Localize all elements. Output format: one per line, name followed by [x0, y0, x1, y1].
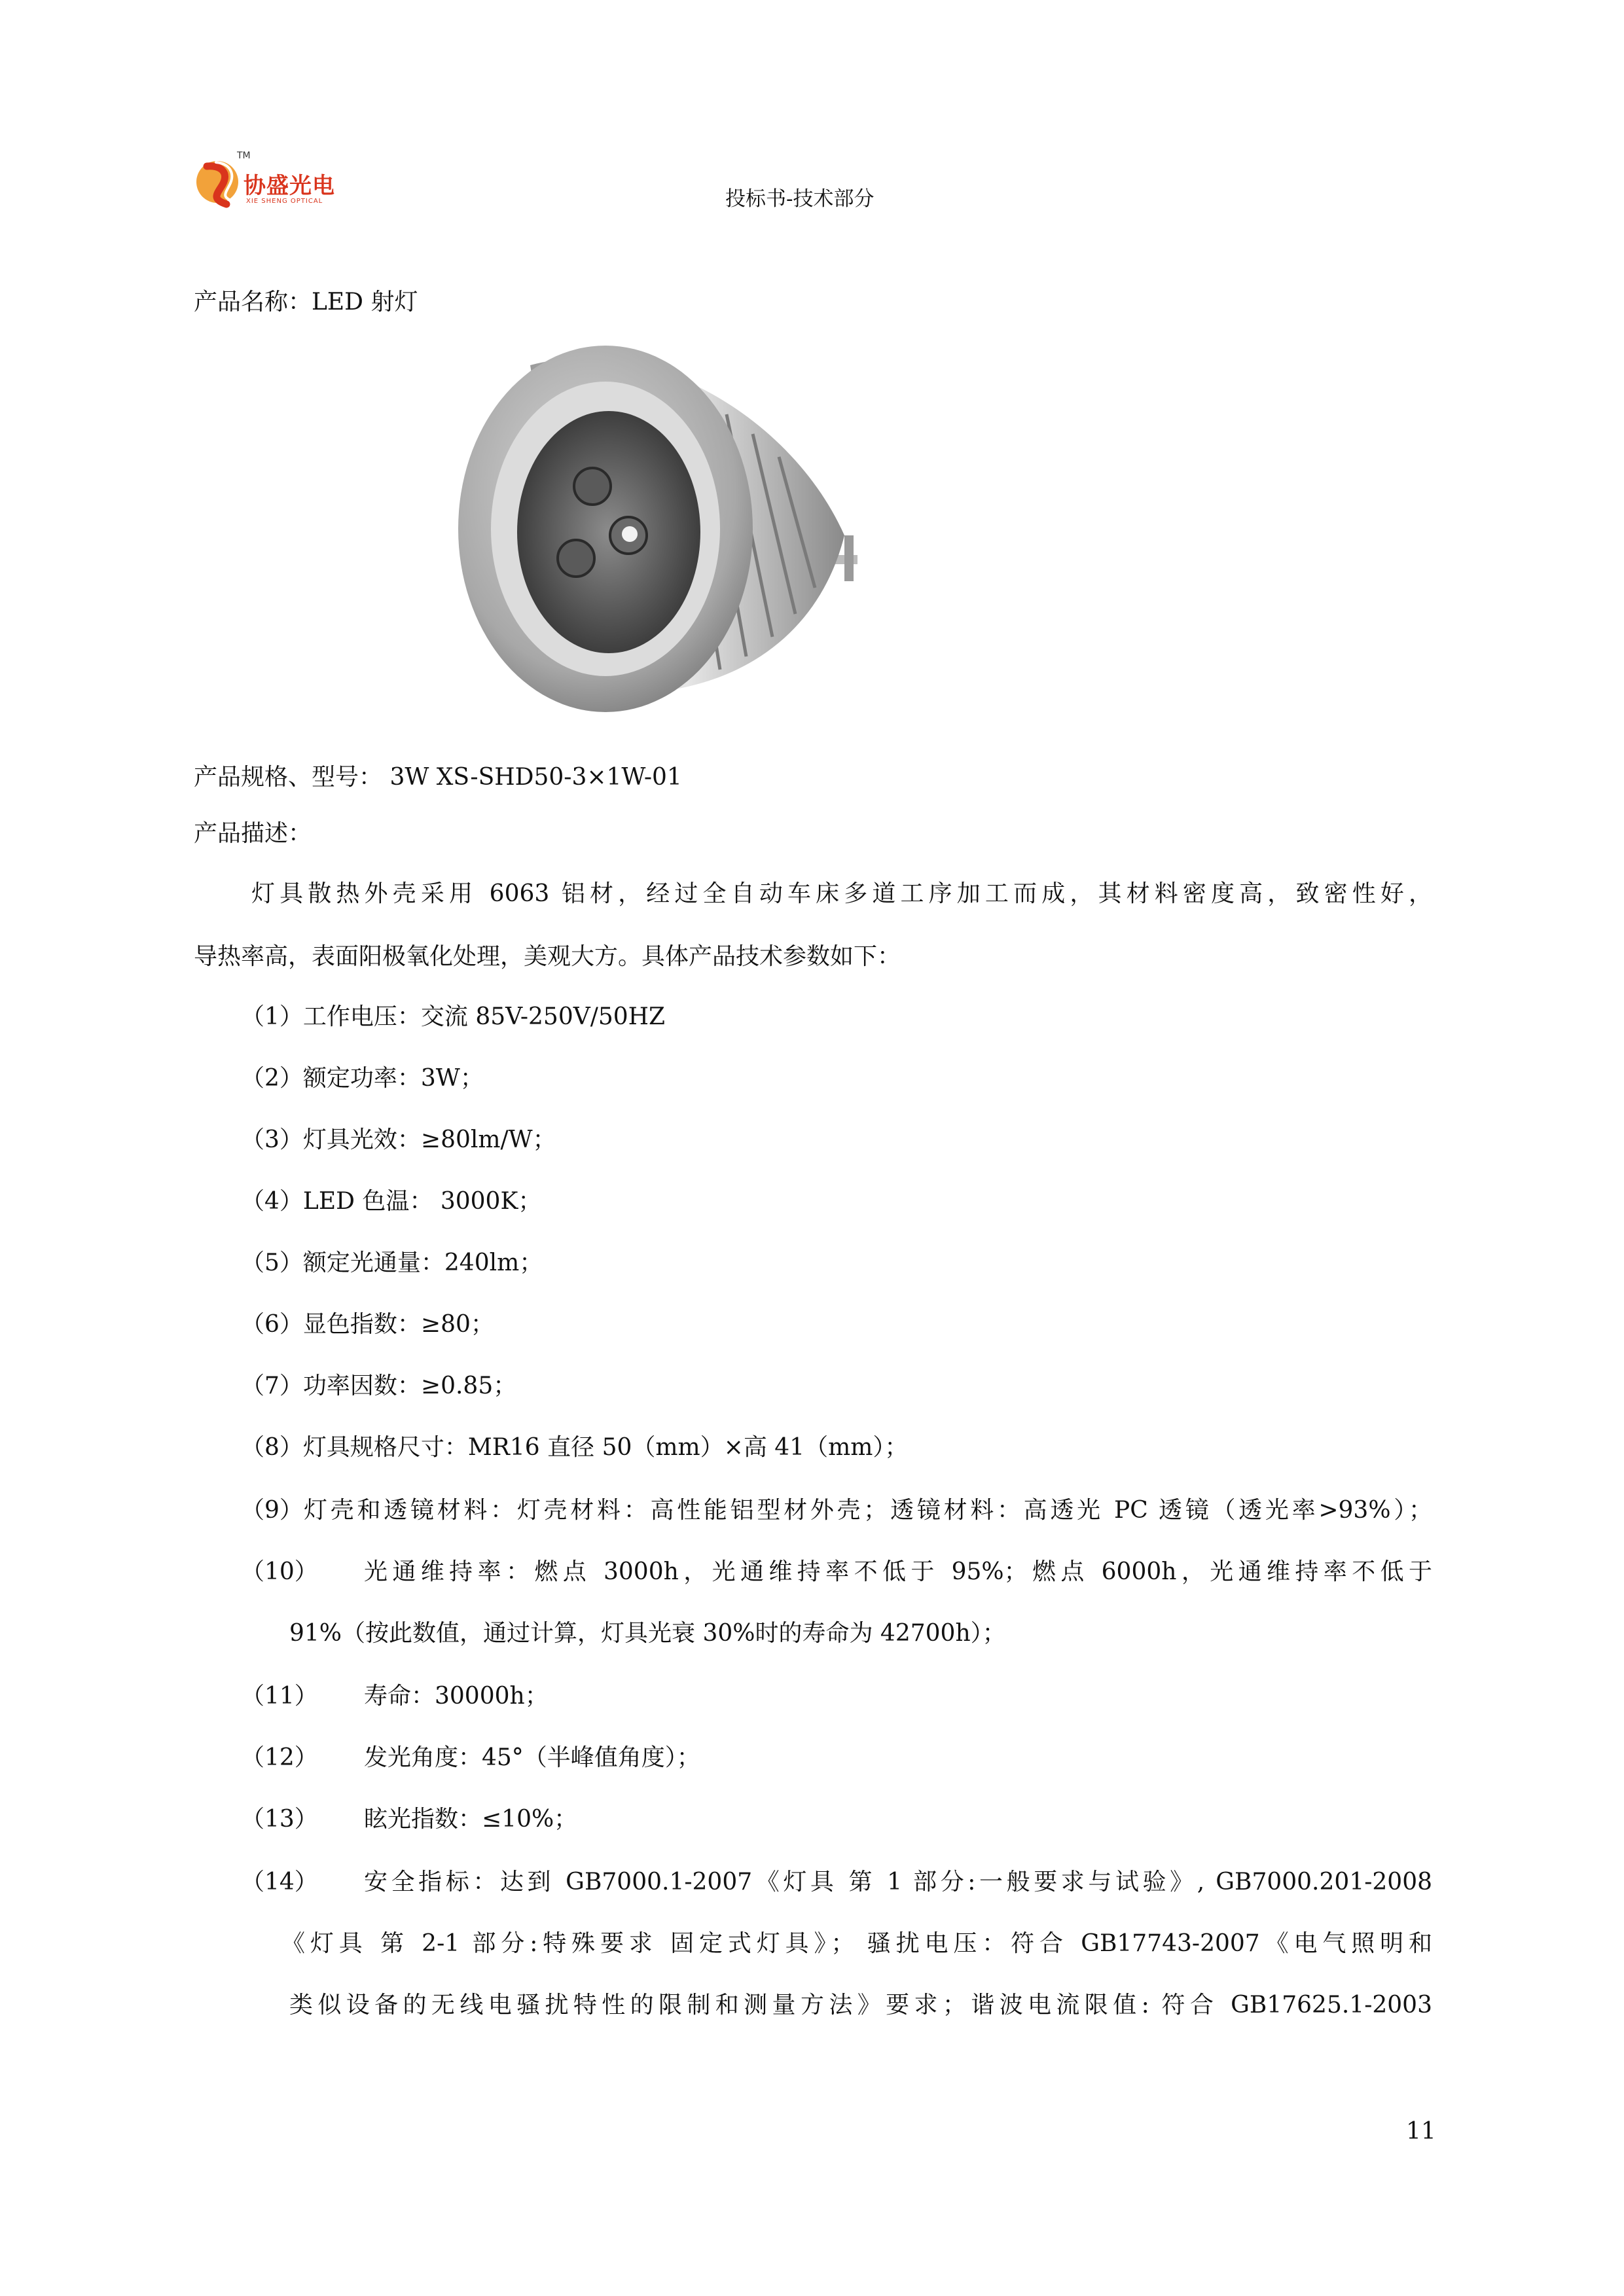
list-item	[241, 1128, 556, 1152]
list-item	[241, 1313, 494, 1336]
intro-line-2: 导热率高，表面阳极氧化处理，美观大方。具体产品技术参数如下：	[194, 943, 901, 970]
description-label: 产品描述：	[194, 820, 312, 847]
item-text: 眩光指数：≤10%；	[364, 1806, 578, 1833]
product-name-line: 产品名称：LED 射灯	[194, 289, 418, 315]
product-photo	[452, 339, 910, 751]
logo-subtext: XIE SHENG OPTICAL	[246, 198, 323, 205]
item-text: 发光角度：45°（半峰值角度）；	[364, 1744, 700, 1771]
logo-trademark: TM	[237, 151, 251, 161]
item-text: 额定光通量：240lm；	[302, 1249, 543, 1276]
list-item	[241, 1190, 541, 1213]
list-item	[241, 1251, 543, 1275]
item-text: 功率因数：≥0.85；	[302, 1372, 517, 1399]
item-text: LED 色温： 3000K；	[302, 1188, 542, 1215]
item-text: 寿命：30000h；	[364, 1683, 549, 1710]
item-text: 额定功率：3W；	[302, 1065, 484, 1092]
item-text-continuation: 类似设备的无线电骚扰特性的限制和测量方法》要求；谐波电流限值: 符合 GB17625.1-2003	[289, 1992, 1432, 2018]
item-number: （3）	[241, 1126, 303, 1153]
item-number: （10）	[241, 1558, 318, 1585]
item-number: （6）	[241, 1311, 303, 1338]
item-number: （8）	[241, 1434, 303, 1461]
list-item	[241, 1067, 484, 1090]
company-logo	[194, 148, 351, 212]
item-text: 显色指数：≥80；	[302, 1311, 494, 1338]
header-title: 投标书-技术部分	[725, 187, 875, 211]
logo-text: 协盛光电	[244, 173, 335, 199]
item-text: 安全指标：达到 GB7000.1-2007《灯具 第 1 部分:一般要求与试验》, GB7000.201-2008	[364, 1869, 1432, 1895]
page-number: 11	[1406, 2118, 1436, 2145]
item-number: （1）	[241, 1003, 303, 1030]
item-text: 灯具规格尺寸：MR16 直径 50（mm）×高 41（mm）；	[302, 1434, 909, 1461]
item-number: （13）	[241, 1806, 318, 1833]
list-item	[241, 1005, 665, 1029]
list-item	[241, 1374, 516, 1398]
list-item	[241, 1436, 908, 1460]
item-number: （14）	[241, 1869, 318, 1895]
item-number: （2）	[241, 1065, 303, 1092]
item-number: （11）	[241, 1683, 318, 1710]
item-text-continuation: 91%（按此数值，通过计算，灯具光衰 30%时的寿命为 42700h）；	[289, 1620, 1006, 1647]
intro-line-1: 灯具散热外壳采用 6063 铝材，经过全自动车床多道工序加工而成，其材料密度高，致密性好，	[251, 880, 1432, 907]
item-text: 光通维持率：燃点 3000h，光通维持率不低于 95%；燃点 6000h，光通维持率不低于	[364, 1558, 1432, 1585]
item-number: （5）	[241, 1249, 303, 1276]
item-text-continuation: 《灯具 第 2-1 部分:特殊要求 固定式灯具》； 骚扰电压：符合 GB17743-2007《电气照明和	[281, 1930, 1432, 1957]
item-number: （9）	[241, 1497, 303, 1524]
spec-line: 产品规格、型号： 3W XS-SHD50-3×1W-01	[194, 764, 682, 791]
item-text: 灯具光效：≥80lm/W；	[302, 1126, 556, 1153]
item-text: 灯壳和透镜材料：灯壳材料：高性能铝型材外壳；透镜材料：高透光 PC 透镜（透光率>93%）；	[304, 1497, 1432, 1524]
item-text: 工作电压：交流 85V-250V/50HZ	[302, 1003, 666, 1030]
item-number: （7）	[241, 1372, 303, 1399]
item-number: （4）	[241, 1188, 303, 1215]
item-number: （12）	[241, 1744, 318, 1771]
